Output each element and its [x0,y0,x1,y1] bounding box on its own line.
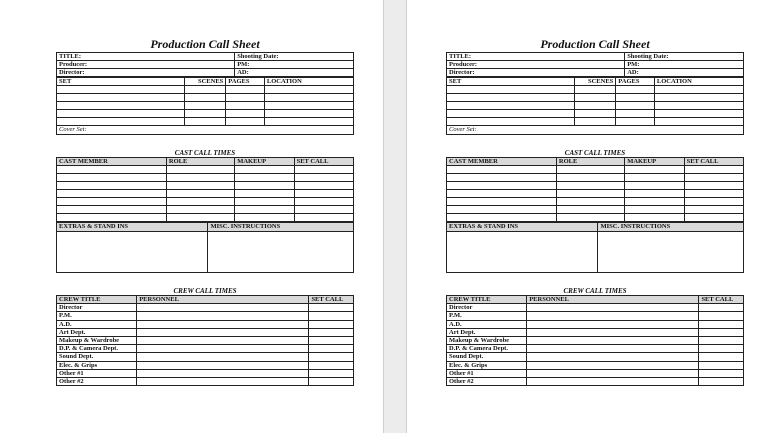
crew-row-label: Art Dept. [57,328,137,336]
extras-box [447,232,598,273]
table-row [57,198,354,206]
shooting-date-label: Shooting Date: [625,53,744,61]
header-table [56,52,354,77]
table-row [57,369,354,377]
col-location: LOCATION [264,78,353,86]
ad-label: AD: [235,69,354,77]
table-row [447,320,744,328]
cover-set-label: Cover Set: [447,126,744,135]
misc-box [598,232,744,273]
extras-label: EXTRAS & STAND INS [447,223,598,232]
ad-label: AD: [625,69,744,77]
table-row [57,214,354,222]
col-cast-member: CAST MEMBER [57,158,167,166]
crew-row-label: P.M. [447,312,527,320]
table-row [57,174,354,182]
col-pages: PAGES [226,78,265,86]
page-right [384,0,768,433]
col-role: ROLE [556,158,624,166]
table-row [57,345,354,353]
sets-table [56,77,354,135]
col-makeup: MAKEUP [625,158,684,166]
shooting-date-label: Shooting Date: [235,53,354,61]
extras-misc-table [56,222,354,273]
table-row [447,361,744,369]
col-set-call: SET CALL [684,158,743,166]
header-table [446,52,744,77]
table-row [57,353,354,361]
table-row [57,118,354,126]
col-set: SET [57,78,185,86]
table-row [447,312,744,320]
crew-heading: CREW CALL TIMES [173,287,237,295]
col-crew-title: CREW TITLE [447,296,527,304]
table-row [447,190,744,198]
misc-label: MISC. INSTRUCTIONS [208,223,354,232]
crew-table [446,295,744,386]
cast-table [446,157,744,222]
crew-row-label: Makeup & Wardrobe [447,336,527,344]
cover-set-label: Cover Set: [57,126,354,135]
document-title: Production Call Sheet [150,37,260,51]
col-set: SET [447,78,575,86]
table-row [447,110,744,118]
misc-label: MISC. INSTRUCTIONS [598,223,744,232]
col-cast-member: CAST MEMBER [447,158,557,166]
table-row [447,166,744,174]
table-row [447,345,744,353]
extras-misc-table [446,222,744,273]
col-crew-set-call: SET CALL [699,296,744,304]
table-row [447,94,744,102]
table-row [447,102,744,110]
table-row [447,214,744,222]
crew-row-label: Director [447,304,527,312]
col-role: ROLE [166,158,234,166]
table-row [447,328,744,336]
director-label: Director: [447,69,625,77]
crew-row-label: A.D. [447,320,527,328]
misc-box [208,232,354,273]
table-row [447,86,744,94]
table-row [447,377,744,385]
crew-row-label: Other #1 [57,369,137,377]
cast-heading: CAST CALL TIMES [174,149,236,157]
col-scenes: SCENES [184,78,226,86]
crew-row-label: Elec. & Grips [57,361,137,369]
crew-row-label: Other #1 [447,369,527,377]
crew-row-label: Elec. & Grips [447,361,527,369]
crew-row-label: Art Dept. [447,328,527,336]
table-row [447,206,744,214]
crew-row-label: Other #2 [447,377,527,385]
table-row [57,304,354,312]
table-row [447,304,744,312]
col-crew-set-call: SET CALL [309,296,354,304]
table-row [447,182,744,190]
col-crew-title: CREW TITLE [57,296,137,304]
title-label: TITLE: [57,53,235,61]
crew-row-label: Other #2 [57,377,137,385]
table-row [57,336,354,344]
col-location: LOCATION [654,78,743,86]
table-row [57,312,354,320]
table-row [57,86,354,94]
extras-box [57,232,208,273]
crew-row-label: Sound Dept. [57,353,137,361]
crew-heading: CREW CALL TIMES [563,287,627,295]
cast-table [56,157,354,222]
col-makeup: MAKEUP [235,158,294,166]
table-row [57,110,354,118]
document-title: Production Call Sheet [540,37,650,51]
table-row [447,118,744,126]
pm-label: PM: [625,61,744,69]
cast-heading: CAST CALL TIMES [564,149,626,157]
table-row [57,361,354,369]
crew-row-label: D.P. & Camera Dept. [57,345,137,353]
table-row [57,377,354,385]
table-row [57,94,354,102]
call-sheet-form-right [446,36,744,386]
col-scenes: SCENES [574,78,616,86]
extras-label: EXTRAS & STAND INS [57,223,208,232]
col-personnel: PERSONNEL [137,296,309,304]
crew-row-label: A.D. [57,320,137,328]
crew-row-label: Sound Dept. [447,353,527,361]
table-row [57,102,354,110]
table-row [57,328,354,336]
crew-row-label: Makeup & Wardrobe [57,336,137,344]
table-row [447,353,744,361]
producer-label: Producer: [447,61,625,69]
crew-table [56,295,354,386]
col-set-call: SET CALL [294,158,353,166]
pm-label: PM: [235,61,354,69]
table-row [447,198,744,206]
col-personnel: PERSONNEL [527,296,699,304]
table-row [57,182,354,190]
sets-table [446,77,744,135]
table-row [57,206,354,214]
crew-row-label: Director [57,304,137,312]
table-row [57,190,354,198]
table-row [447,174,744,182]
table-row [447,336,744,344]
director-label: Director: [57,69,235,77]
producer-label: Producer: [57,61,235,69]
table-row [57,320,354,328]
title-label: TITLE: [447,53,625,61]
col-pages: PAGES [616,78,655,86]
table-row [57,166,354,174]
table-row [447,369,744,377]
crew-row-label: D.P. & Camera Dept. [447,345,527,353]
crew-row-label: P.M. [57,312,137,320]
call-sheet-form-left [56,36,354,386]
